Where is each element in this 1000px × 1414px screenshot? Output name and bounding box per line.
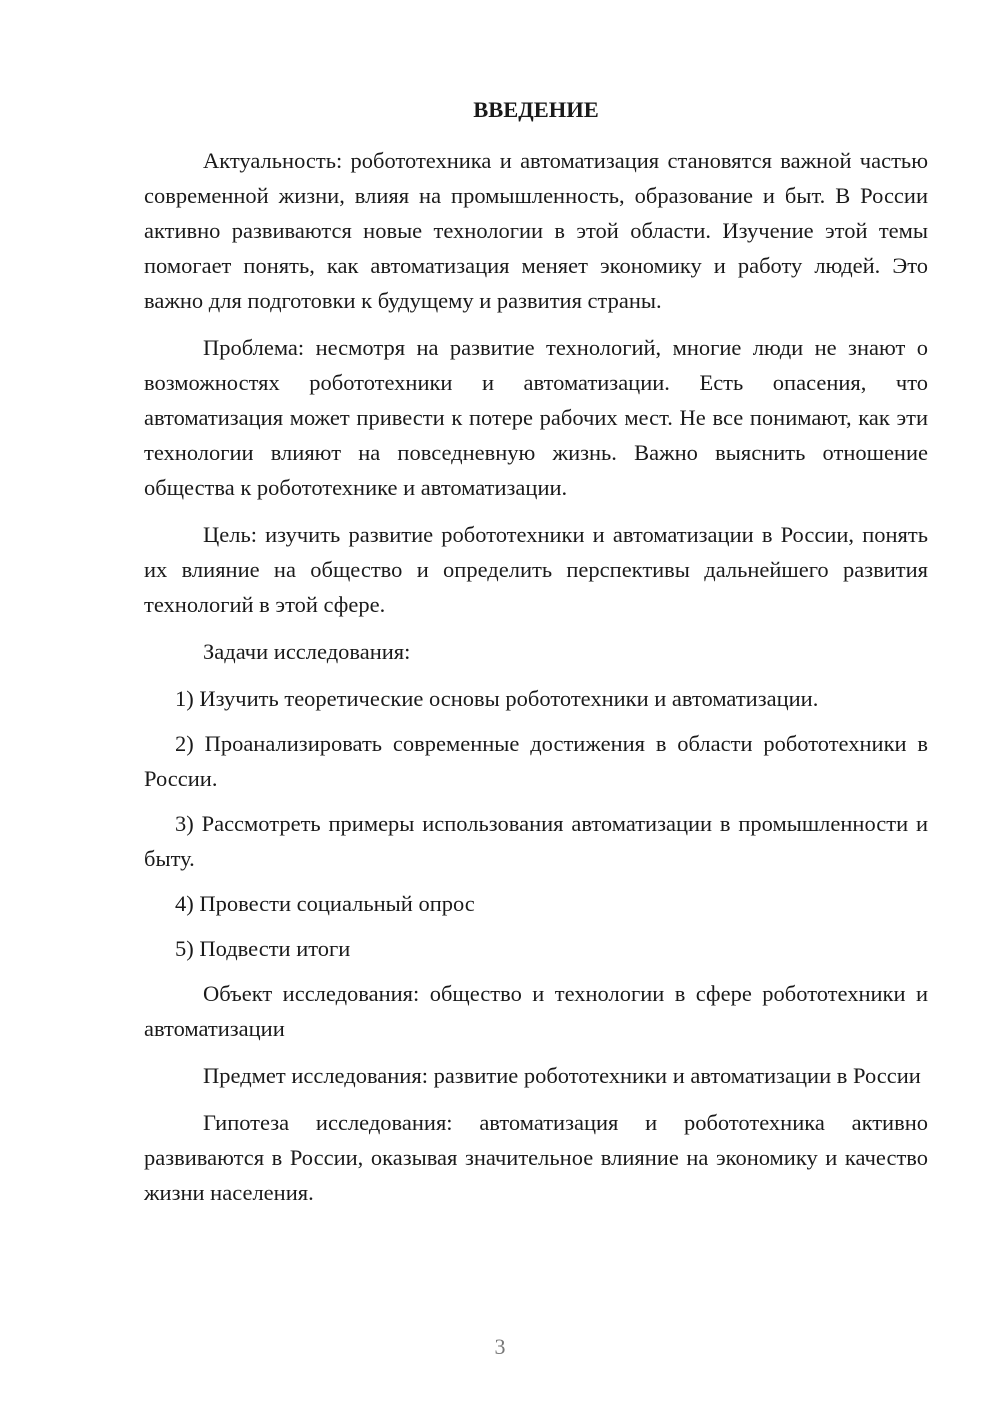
goal-paragraph: Цель: изучить развитие робототехники и автоматизации в России, понять их влияние на общество и определить перспективы дальнейшего развития технологий в этой сфере. bbox=[144, 522, 928, 617]
task-item-3: 3) Рассмотреть примеры использования автоматизации в промышленности и быту. bbox=[144, 811, 928, 871]
task-item-4: 4) Провести социальный опрос bbox=[175, 891, 475, 916]
problem-paragraph: Проблема: несмотря на развитие технологий, многие люди не знают о возможностях робототехники и автоматизации. Есть опасения, что автоматизация может привести к потере рабочих мест. Не все понимают, как эти технологии влияют на повседневную жизнь. Важно выяснить отношение общества к робототехнике и автоматизации. bbox=[144, 335, 928, 500]
page-content bbox=[144, 92, 928, 1210]
object-paragraph: Объект исследования: общество и технологии в сфере робототехники и автоматизации bbox=[144, 981, 928, 1041]
task-item-2: 2) Проанализировать современные достижения в области робототехники в России. bbox=[144, 731, 928, 791]
page-number: 3 bbox=[494, 1334, 506, 1359]
task-item-5: 5) Подвести итоги bbox=[175, 936, 351, 961]
relevance-paragraph: Актуальность: робототехника и автоматизация становятся важной частью современной жизни, влияя на промышленность, образование и быт. В России активно развиваются новые технологии в этой области. Изучение этой темы помогает понять, как автоматизация меняет экономику и работу людей. Это важно для подготовки к будущему и развития страны. bbox=[144, 148, 928, 313]
hypothesis-paragraph: Гипотеза исследования: автоматизация и робототехника активно развиваются в России, оказывая значительное влияние на экономику и качество жизни населения. bbox=[144, 1110, 928, 1205]
subject-paragraph: Предмет исследования: развитие робототехники и автоматизации в России bbox=[203, 1063, 921, 1088]
section-title: ВВЕДЕНИЕ bbox=[473, 97, 599, 122]
tasks-heading: Задачи исследования: bbox=[203, 639, 411, 664]
task-item-1: 1) Изучить теоретические основы робототехники и автоматизации. bbox=[175, 686, 819, 711]
